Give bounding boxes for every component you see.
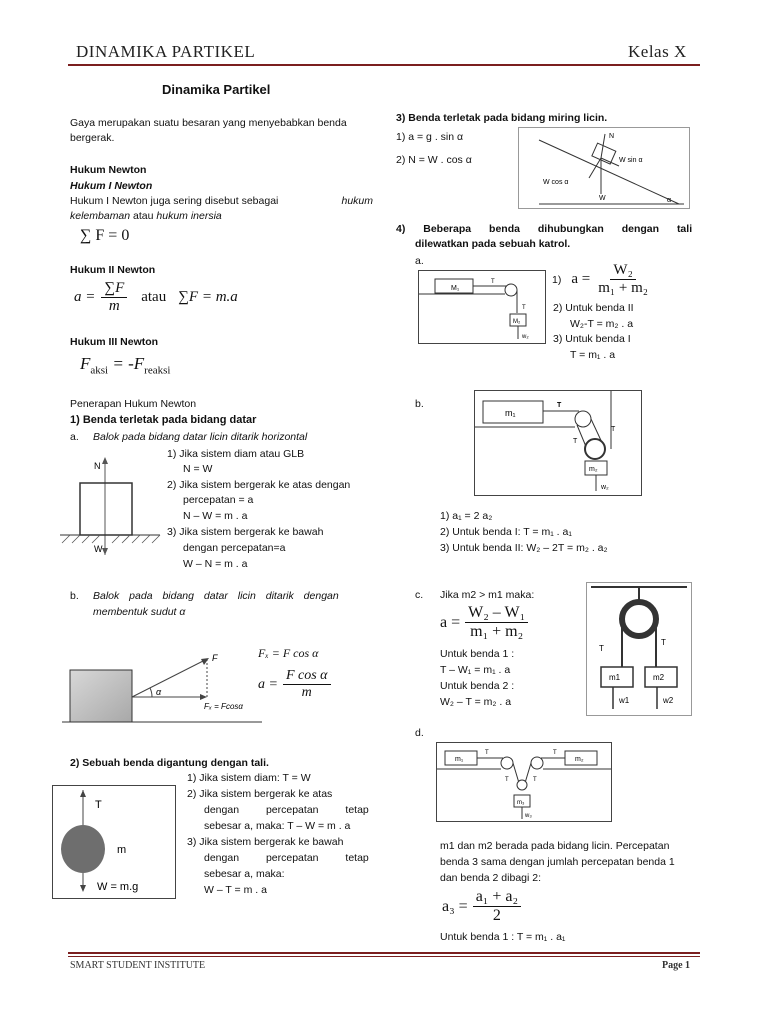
eq-part: a₃ = [442, 897, 468, 915]
section-4-title: 4) Beberapa benda dihubungkan dengan tali [396, 223, 693, 235]
eq-part: a = [440, 613, 461, 631]
equation-4d [442, 888, 521, 925]
list-line: 3) Jika sistem bergerak ke bawah [187, 836, 344, 848]
list-line: T = m₁ . a [570, 349, 616, 361]
force-vector [132, 659, 207, 697]
intro-text: bergerak. [70, 132, 115, 144]
incline-block [592, 143, 616, 164]
figure-block-angled-pull [62, 645, 262, 730]
list-line: 2) Untuk benda II [553, 302, 634, 314]
eq-den: m₁ + m₂ [598, 280, 648, 296]
text-run: kelembaman [70, 210, 131, 222]
list-line: 3) Untuk benda II: W₂ – 2T = m₂ . a₂ [440, 542, 608, 554]
footer-page: Page 1 [662, 960, 691, 971]
equation-sum-f: ∑ F = 0 [80, 227, 130, 244]
list-line: W – N = m . a [183, 558, 248, 570]
eq-part: F [80, 354, 91, 373]
section-1a-label: a. [70, 431, 79, 443]
equation-4c [440, 604, 528, 641]
block [70, 670, 132, 722]
heading-hukum-3: Hukum III Newton [70, 336, 159, 348]
label-t: T [485, 750, 489, 756]
pulley-moving [585, 439, 605, 459]
section-4d-last: Untuk benda 1 : T = m₁ . a₁ [440, 931, 566, 943]
label-m1: m1 [609, 673, 621, 682]
angle-arc [150, 688, 152, 697]
eq-part: ∑F = m.a [178, 289, 238, 305]
pulley-left [501, 757, 513, 769]
figure-pulley-b-svg [475, 391, 641, 495]
figure-pulley-a-svg [419, 271, 545, 343]
label-alpha: α [156, 687, 162, 697]
eq-part: atau [141, 289, 167, 305]
hukum-1-text [70, 195, 373, 207]
section-1a-text: Balok pada bidang datar licin ditarik horizontal [93, 431, 308, 443]
text-run: 3) Jika sistem bergerak ke bawah [167, 526, 324, 538]
figure-atwood-svg [587, 583, 691, 715]
section-1b-text: membentuk sudut α [93, 606, 186, 618]
label-n: N [94, 461, 101, 471]
label-t: T [95, 799, 102, 811]
page-header-class: Kelas X [628, 42, 687, 61]
list-line: dengan percepatan tetap [204, 804, 369, 816]
label-f: F [212, 653, 218, 663]
eq-num: F cos α [283, 668, 331, 685]
label-w2: w₂ [522, 334, 529, 340]
pulley-right [531, 757, 543, 769]
text-run: atau [130, 210, 157, 222]
eq-sub: reaksi [144, 364, 171, 377]
eq-fraction [595, 262, 651, 297]
figure-hanging-mass [52, 785, 176, 899]
floor-hatch [62, 535, 160, 543]
section-4c-label: c. [415, 589, 424, 601]
eq-part: a = [258, 676, 278, 692]
list-line: 2) Jika sistem bergerak ke atas [187, 788, 333, 800]
section-1b-fx: Fₓ = F cos α [258, 646, 319, 660]
list-line: 1) Jika sistem diam atau GLB [167, 448, 305, 460]
eq-sub: aksi [90, 364, 109, 377]
eq-den: m [108, 298, 120, 314]
equation-1b [258, 668, 331, 701]
section-1-title: 1) Benda terletak pada bidang datar [70, 414, 257, 426]
eq-num: a₁ + a₂ [473, 888, 521, 907]
label-w: W [599, 195, 606, 202]
equation-hukum-3 [80, 354, 170, 376]
label-m1: M₁ [451, 285, 460, 292]
heading-hukum-newton: Hukum Newton [70, 164, 147, 176]
list-line: 1) a₁ = 2 a₂ [440, 510, 493, 522]
section-4a-label: a. [415, 255, 424, 267]
eq-part: = -F [108, 354, 145, 373]
eq-part: a = [74, 289, 96, 305]
label-m3: m₃ [517, 800, 525, 806]
section-3-title: 3) Benda terletak pada bidang miring licin. [396, 112, 608, 124]
section-4-title: dilewatkan pada sebuah katrol. [415, 238, 571, 250]
section-4d-text: dan benda 2 dibagi 2: [440, 872, 542, 884]
page-title: Dinamika Partikel [162, 82, 271, 97]
intro-text: Gaya merupakan suatu besaran yang menyebabkan benda [70, 117, 347, 129]
section-4d-label: d. [415, 727, 424, 739]
pulley-fixed [575, 411, 591, 427]
figure-incline [518, 127, 690, 209]
rope [513, 763, 519, 783]
eq-den: m₁ + m₂ [470, 623, 524, 640]
arrow-down-icon [102, 548, 108, 555]
heading-hukum-1: Hukum I Newton [70, 180, 153, 192]
label-fx: Fₓ = Fcosα [204, 702, 243, 711]
label-m: m [117, 844, 127, 856]
label-m1: m₁ [505, 408, 516, 418]
section-3-eq1: 1) a = g . sin α [396, 131, 464, 143]
arrow-up-icon [102, 457, 108, 464]
figure-incline-svg [519, 128, 689, 208]
label-m2: m2 [653, 673, 665, 682]
list-line: W₂ – T = m₂ . a [440, 696, 512, 708]
footer-left: SMART STUDENT INSTITUTE [70, 960, 206, 971]
list-line: dengan percepatan=a [183, 542, 286, 554]
label-alpha: α [667, 197, 672, 204]
label-t: T [557, 402, 562, 409]
label-m2: m₂ [575, 756, 584, 763]
label-w: W = m.g [97, 881, 139, 893]
label-t: T [661, 638, 666, 647]
figure-atwood [586, 582, 692, 716]
rope [525, 763, 531, 783]
eq-den: 2 [492, 907, 501, 924]
label-t: T [611, 426, 616, 433]
penerapan-heading: Penerapan Hukum Newton [70, 398, 197, 410]
list-line: 2) Untuk benda I: T = m₁ . a₁ [440, 526, 572, 538]
list-line: Untuk benda 1 : [440, 648, 515, 660]
label-n: N [609, 133, 615, 140]
label-t: T [491, 279, 495, 285]
figure-double-pulley-svg [437, 743, 611, 821]
list-line: sebesar a, maka: [204, 868, 285, 880]
pulley-center [517, 780, 527, 790]
figure-pulley-b [474, 390, 642, 496]
eq-fraction [465, 604, 528, 641]
list-line: 3) Untuk benda I [553, 333, 631, 345]
text-run: hukum inersia [156, 210, 222, 222]
pulley-wheel [505, 284, 517, 296]
eq-fraction [473, 888, 521, 925]
figure-pulley-a [418, 270, 546, 344]
equation-4a [571, 262, 651, 297]
label-t: T [505, 777, 509, 783]
eq-num: W₂ – W₁ [465, 604, 528, 623]
list-line: Untuk benda 2 : [440, 680, 515, 692]
section-4d-text: m1 dan m2 berada pada bidang licin. Percepatan [440, 840, 670, 852]
label-w3: w₃ [525, 813, 532, 819]
arrow-up-icon [80, 790, 86, 797]
mass-ball [61, 825, 105, 873]
label-wsin: W sin α [619, 157, 643, 164]
label-t: T [553, 750, 557, 756]
footer-rule [68, 952, 700, 954]
arrow-down-icon [80, 885, 86, 892]
label-m1: m₁ [455, 756, 464, 763]
label-t: T [599, 644, 604, 653]
label-m2: M₂ [513, 319, 521, 325]
label-w2: w₂ [601, 484, 609, 491]
header-rule [68, 64, 700, 66]
page-header-title: DINAMIKA PARTIKEL [76, 42, 256, 61]
figure-block-on-floor [60, 455, 170, 560]
label-w: W [94, 544, 103, 554]
pulley-wheel [622, 602, 656, 636]
figure-double-pulley [436, 742, 612, 822]
eq-fraction [283, 668, 331, 701]
label-t: T [533, 777, 537, 783]
eq-part: 1) [552, 273, 562, 286]
label-m2: m₂ [589, 466, 598, 473]
list-line: dengan percepatan tetap [204, 852, 369, 864]
list-line: percepatan = a [183, 494, 254, 506]
list-line: sebesar a, maka: T – W = m . a [204, 820, 351, 832]
text-run: hukum [341, 195, 373, 207]
section-1b-label: b. [70, 590, 79, 602]
list-line: W – T = m . a [204, 884, 267, 896]
eq-num: ∑F [101, 280, 127, 298]
label-t: T [522, 305, 526, 311]
text-run: Hukum I Newton juga sering disebut sebagai [70, 195, 279, 207]
section-2-title: 2) Sebuah benda digantung dengan tali. [70, 757, 269, 769]
label-w2: w2 [663, 696, 674, 705]
label-t: T [573, 438, 578, 445]
section-4c-cond: Jika m2 > m1 maka: [440, 589, 535, 601]
figure-hanging-mass-svg [53, 786, 175, 898]
equation-hukum-2 [74, 280, 238, 315]
list-line: W₂-T = m₂ . a [570, 318, 634, 330]
arrow-right-icon [200, 694, 207, 700]
section-4d-text: benda 3 sama dengan jumlah percepatan benda 1 [440, 856, 675, 868]
eq-num: W₂ [610, 262, 635, 280]
eq-part: a = [571, 271, 591, 287]
label-wcos: W cos α [543, 179, 569, 186]
section-1b-text: Balok pada bidang datar licin ditarik dengan [93, 590, 339, 602]
section-3-eq2: 2) N = W . cos α [396, 154, 472, 166]
section-4b-label: b. [415, 398, 424, 410]
hukum-1-text [70, 210, 222, 222]
list-line: 1) Jika sistem diam: T = W [187, 772, 311, 784]
section-4a-eq [552, 262, 651, 297]
list-line [167, 526, 373, 538]
list-line: N – W = m . a [183, 510, 248, 522]
block [80, 483, 132, 535]
list-line: 2) Jika sistem bergerak ke atas dengan [167, 479, 351, 491]
eq-den: m [301, 685, 312, 700]
list-line: T – W₁ = m₁ . a [440, 664, 511, 676]
eq-fraction [101, 280, 127, 315]
footer-rule-thin [68, 956, 700, 957]
heading-hukum-2: Hukum II Newton [70, 264, 156, 276]
list-line: N = W [183, 463, 213, 475]
label-w1: w1 [619, 696, 630, 705]
